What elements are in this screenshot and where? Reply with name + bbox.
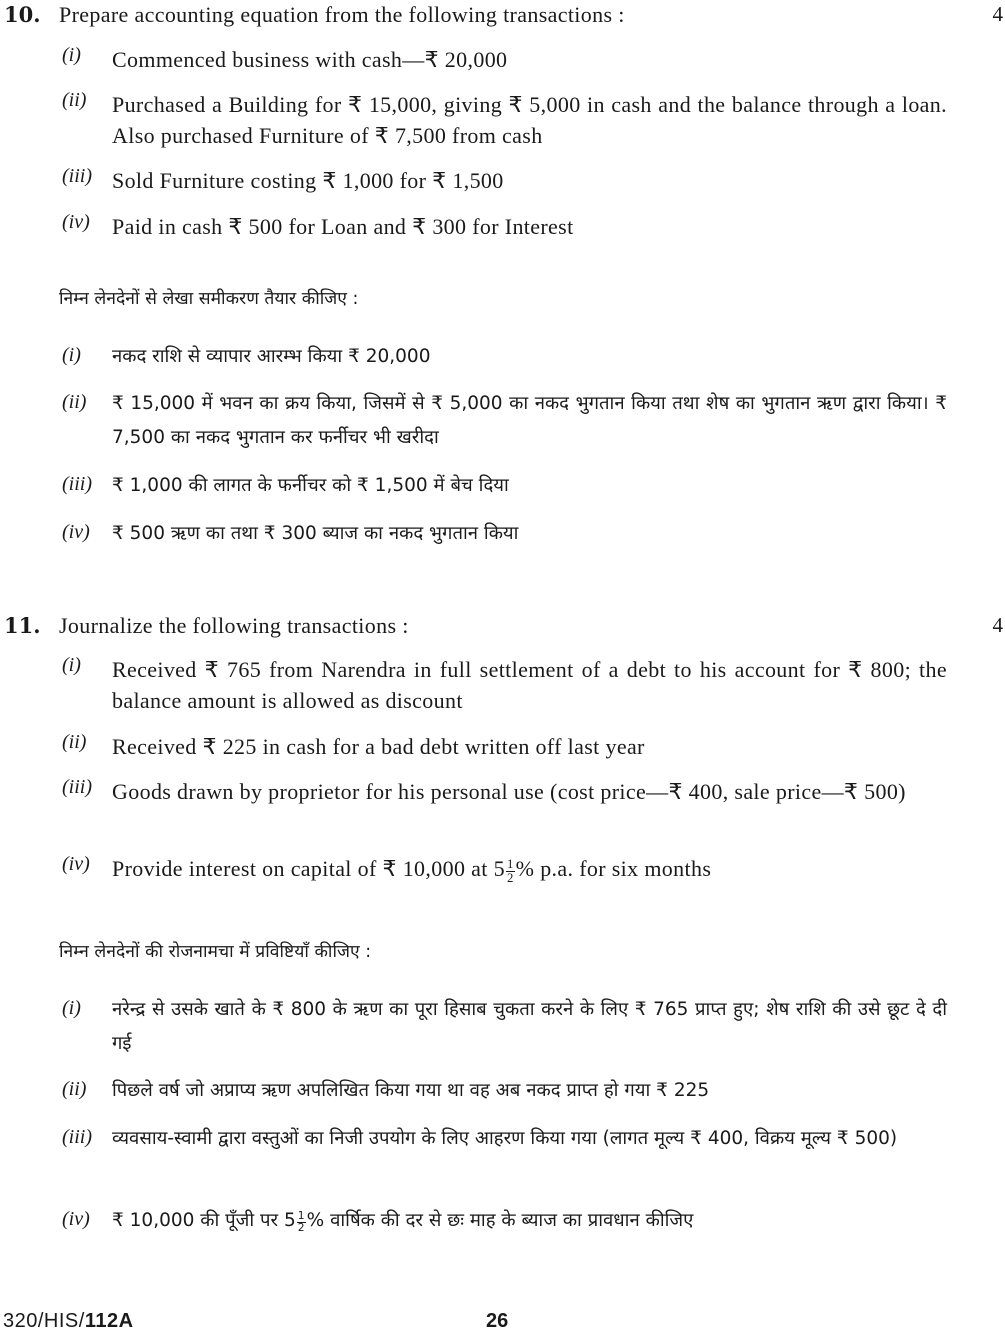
item-number: (i) (62, 44, 81, 66)
question-prompt: Prepare accounting equation from the following transactions : (59, 2, 625, 27)
item-text: Goods drawn by proprietor for his personal use (cost price—₹ 400, sale price—₹ 500) (112, 779, 906, 804)
item-text (112, 1204, 947, 1238)
fraction (506, 858, 515, 885)
item-text (112, 853, 947, 885)
marks: 4 (992, 613, 1003, 637)
fraction-numerator: 1 (506, 856, 514, 871)
page-number: 26 (486, 1310, 509, 1332)
paper-code-prefix: 320/HIS/ (3, 1310, 85, 1332)
fraction-numerator: 1 (297, 1209, 305, 1223)
item-text: पिछले वर्ष जो अप्राप्य ऋण अपलिखित किया गया था वह अब नकद प्राप्त हो गया ₹ 225 (112, 1080, 710, 1101)
item-number: (iii) (62, 165, 92, 187)
item-text: ₹ 500 ऋण का तथा ₹ 300 ब्याज का नकद भुगतान किया (112, 523, 519, 544)
item-text-part: % वार्षिक की दर से छः माह के ब्याज का प्रावधान कीजिए (306, 1210, 694, 1231)
item-text: Received ₹ 765 from Narendra in full settlement of a debt to his account for ₹ 800; the balance amount is allowed as discount (112, 657, 947, 713)
item-text: Paid in cash ₹ 500 for Loan and ₹ 300 for Interest (112, 214, 574, 239)
fraction-denominator: 2 (506, 870, 514, 885)
item-text: Purchased a Building for ₹ 15,000, giving ₹ 5,000 in cash and the balance through a loan. Also purchased Furniture of ₹ 7,500 from cash (112, 92, 947, 148)
item-number: (ii) (62, 731, 87, 753)
item-number: (iii) (62, 1126, 92, 1148)
item-text: Sold Furniture costing ₹ 1,000 for ₹ 1,500 (112, 168, 504, 193)
item-number: (iv) (62, 211, 90, 233)
item-number: (i) (62, 997, 81, 1019)
item-number: (iv) (62, 1208, 90, 1230)
question-number: 11. (4, 613, 41, 638)
item-text: नकद राशि से व्यापार आरम्भ किया ₹ 20,000 (112, 346, 431, 367)
item-text-part: % p.a. for six months (515, 856, 712, 881)
item-number: (iii) (62, 473, 92, 495)
item-number: (ii) (62, 1078, 87, 1100)
item-text: Received ₹ 225 in cash for a bad debt written off last year (112, 734, 645, 759)
paper-code-bold: 112A (84, 1310, 134, 1332)
item-text-part: Provide interest on capital of ₹ 10,000 at 5 (112, 856, 505, 881)
item-number: (i) (62, 654, 81, 676)
item-text: ₹ 1,000 की लागत के फर्नीचर को ₹ 1,500 में बेच दिया (112, 475, 509, 496)
item-text-part: ₹ 10,000 की पूँजी पर 5 (112, 1210, 296, 1231)
item-number: (iv) (62, 521, 90, 543)
item-text: नरेन्द्र से उसके खाते के ₹ 800 के ऋण का पूरा हिसाब चुकता करने के लिए ₹ 765 प्राप्त हुए; शेष राशि की उसे छूट दे दी गई (112, 999, 947, 1054)
item-number: (ii) (62, 89, 87, 111)
item-text: Commenced business with cash—₹ 20,000 (112, 47, 508, 72)
question-prompt: Journalize the following transactions : (59, 613, 409, 638)
item-text: ₹ 15,000 में भवन का क्रय किया, जिसमें से ₹ 5,000 का नकद भुगतान किया तथा शेष का भुगतान ऋण द्वारा किया। ₹ 7,500 का नकद भुगतान कर फर्नीचर भी खरीदा (112, 393, 947, 448)
fraction-denominator: 2 (297, 1220, 305, 1234)
question-prompt-hindi: निम्न लेनदेनों से लेखा समीकरण तैयार कीजिए : (59, 289, 359, 309)
item-number: (iii) (62, 776, 92, 798)
item-text: व्यवसाय-स्वामी द्वारा वस्तुओं का निजी उपयोग के लिए आहरण किया गया (लागत मूल्य ₹ 400, विक्रय मूल्य ₹ 500) (112, 1128, 898, 1149)
item-number: (i) (62, 344, 81, 366)
item-number: (ii) (62, 391, 87, 413)
fraction (297, 1211, 306, 1233)
question-prompt-hindi: निम्न लेनदेनों की रोजनामचा में प्रविष्टियाँ कीजिए : (59, 942, 372, 962)
question-number: 10. (4, 2, 41, 27)
item-number: (iv) (62, 853, 90, 875)
marks: 4 (992, 2, 1003, 26)
